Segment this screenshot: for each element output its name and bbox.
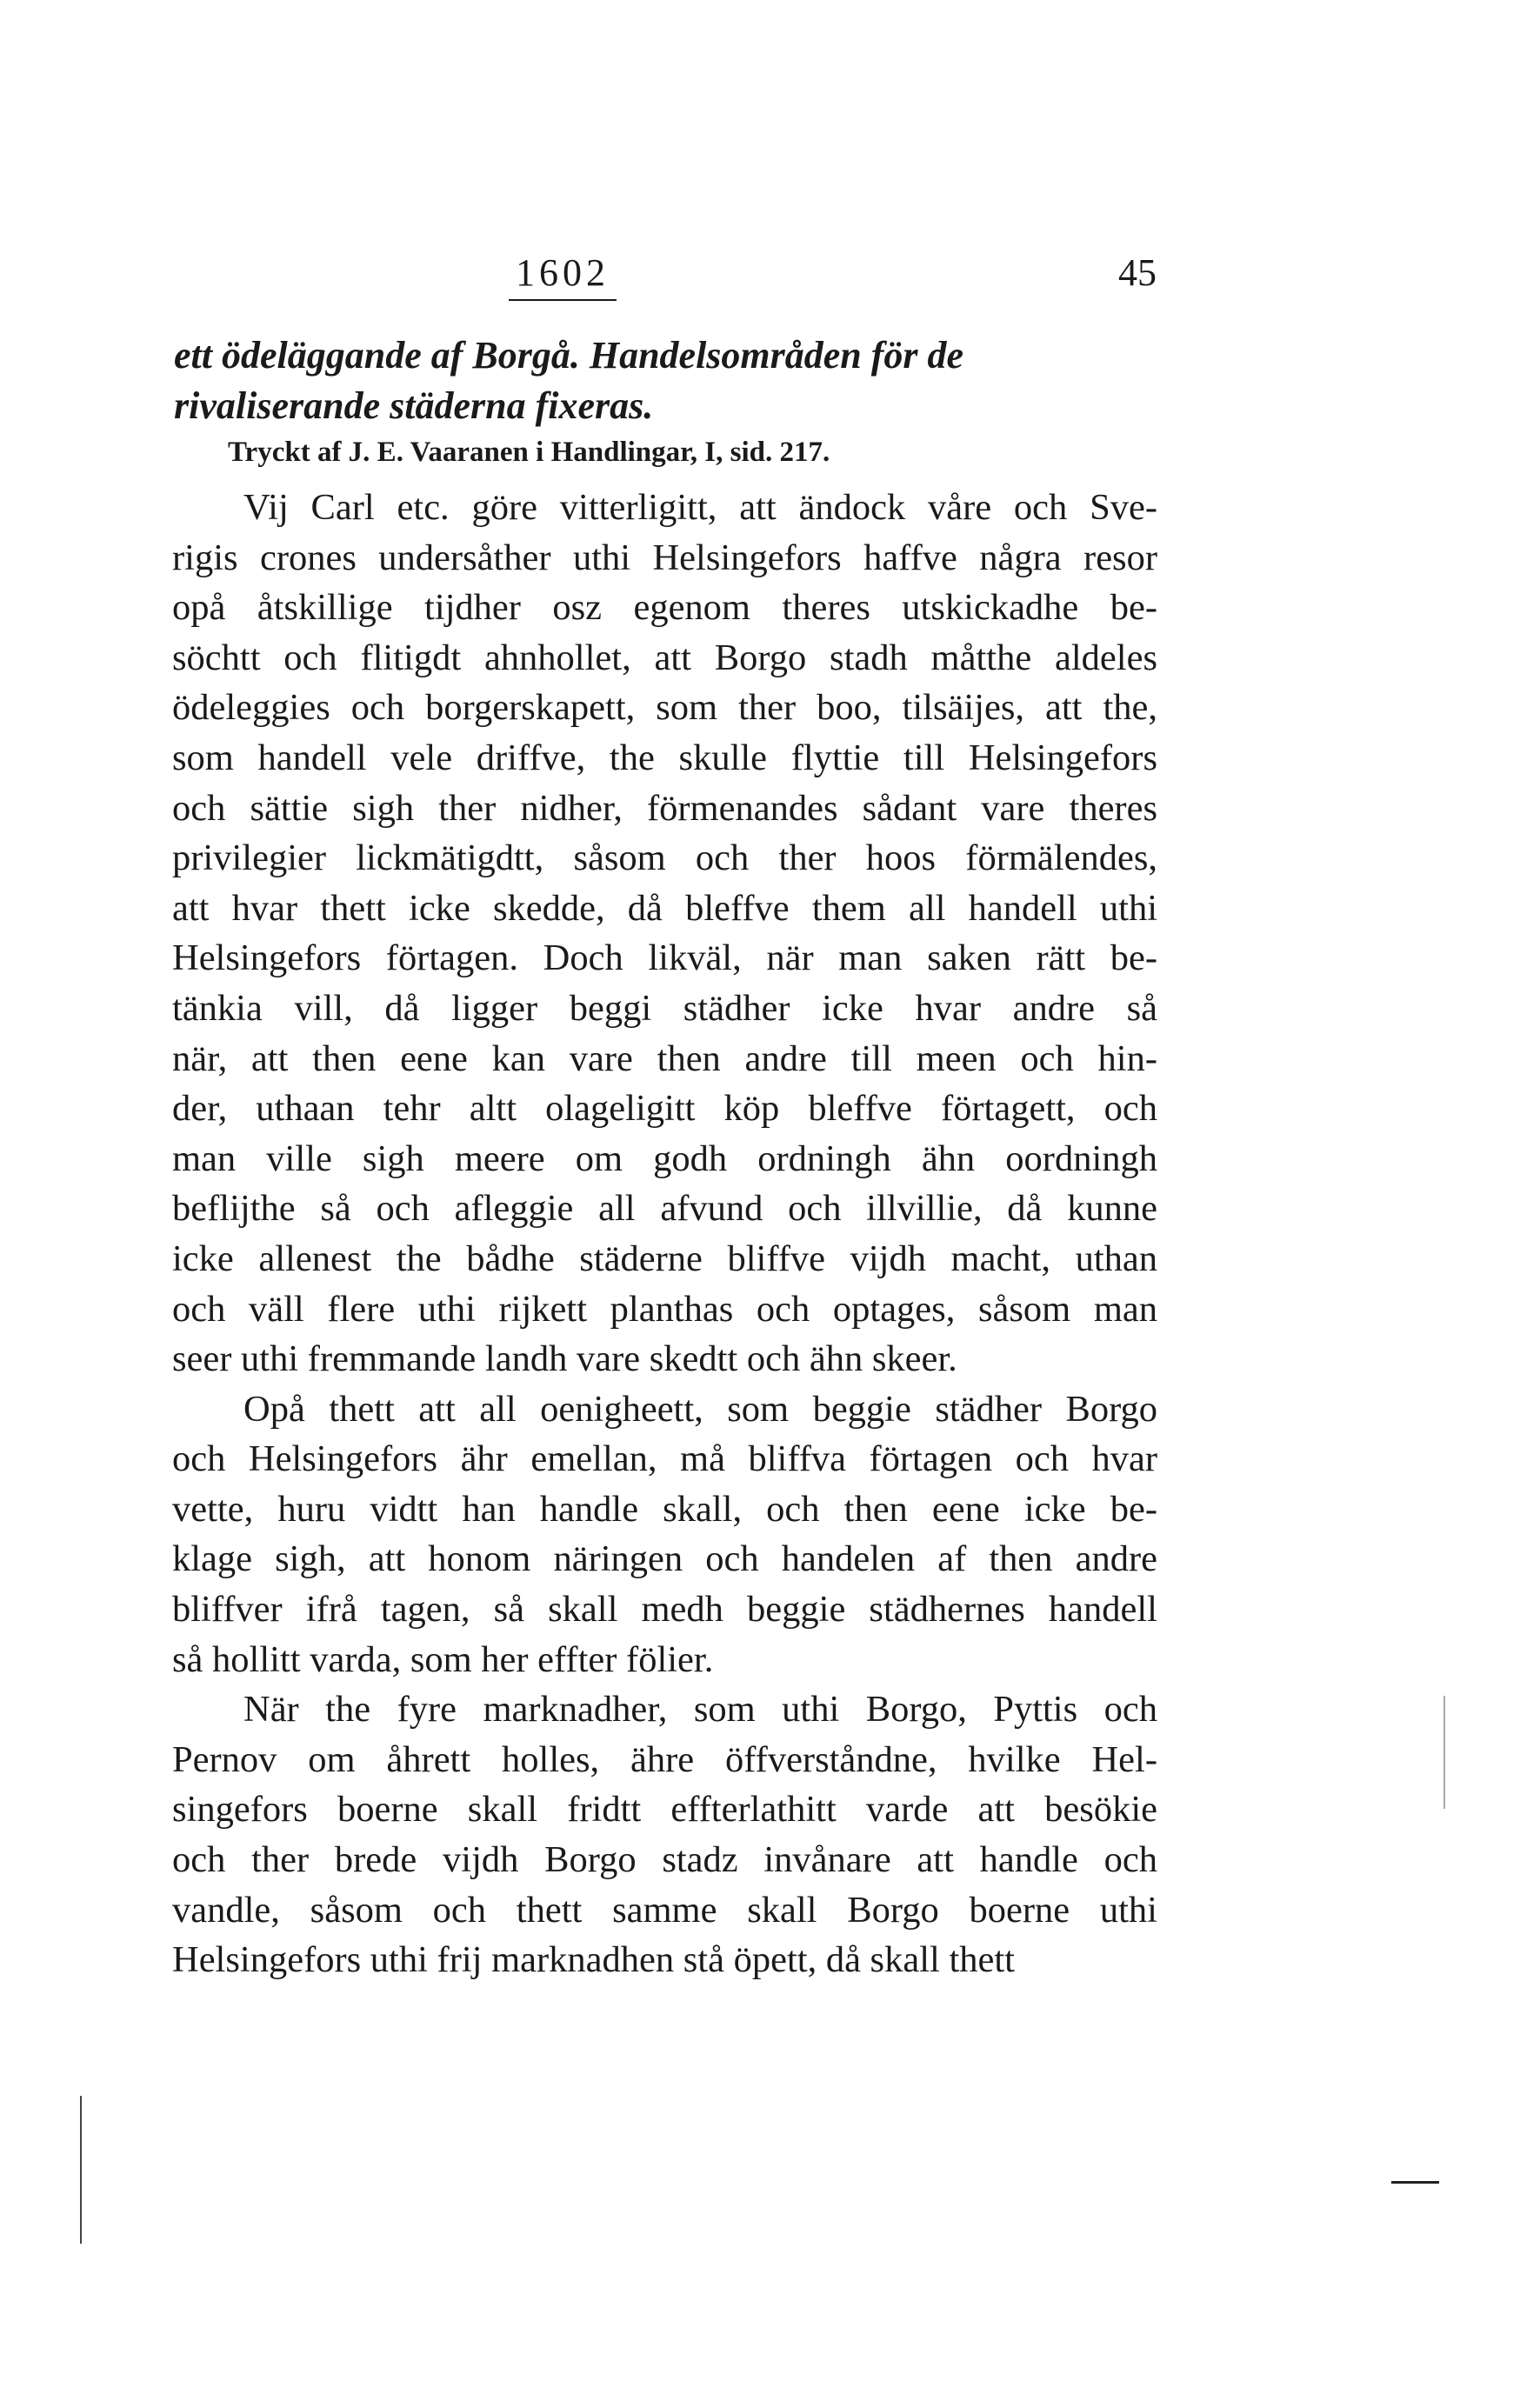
- text-line: som handell vele driffve, the skulle flyttie till Helsingefors: [172, 737, 1157, 778]
- text-line: ödeleggies och borgerskapett, som ther boo, tilsäijes, att the,: [172, 687, 1157, 729]
- text-line: vette, huru vidtt han handle skall, och then eene icke be-: [172, 1488, 1157, 1530]
- body-text: [172, 483, 1157, 1985]
- title-line-2: rivaliserande städerna fixeras.: [174, 384, 654, 427]
- scan-mark-left: [80, 2096, 82, 2244]
- text-line: Opå thett att all oenigheett, som beggie städher Borgo: [243, 1388, 1157, 1430]
- document-title: [174, 330, 1157, 431]
- text-line: Helsingefors uthi frij marknadhen stå öpett, då skall thett: [172, 1939, 1015, 1981]
- text-line: och väll flere uthi rijkett planthas och optages, såsom man: [172, 1288, 1157, 1330]
- scan-dash: [1391, 2181, 1439, 2184]
- text-line: bliffver ifrå tagen, så skall medh beggie städhernes handell: [172, 1589, 1157, 1631]
- text-line: vandle, såsom och thett samme skall Borgo boerne uthi: [172, 1889, 1157, 1931]
- text-line: och sättie sigh ther nidher, förmenandes sådant vare theres: [172, 787, 1157, 829]
- text-line: privilegier lickmätigdtt, såsom och ther hoos förmälendes,: [172, 837, 1157, 879]
- text-line: så hollitt varda, som her effter fölier.: [172, 1638, 714, 1680]
- text-line: singefors boerne skall fridtt effterlathitt varde att besökie: [172, 1789, 1157, 1831]
- text-line: icke allenest the bådhe städerne bliffve vijdh macht, uthan: [172, 1237, 1157, 1279]
- text-line: seer uthi fremmande landh vare skedtt och ähn skeer.: [172, 1338, 957, 1380]
- text-line: rigis crones undersåther uthi Helsingefors haffve några resor: [172, 537, 1157, 578]
- text-line: söchtt och flitigdt ahnhollet, att Borgo stadh måtthe aldeles: [172, 637, 1157, 678]
- text-line: och Helsingefors ähr emellan, må bliffva förtagen och hvar: [172, 1438, 1157, 1480]
- text-line: och ther brede vijdh Borgo stadz invånare att handle och: [172, 1839, 1157, 1881]
- scan-mark-right: [1443, 1696, 1445, 1809]
- text-line: tänkia vill, då ligger beggi städher icke hvar andre så: [172, 987, 1157, 1029]
- text-line: opå åtskillige tijdher osz egenom theres utskickadhe be-: [172, 587, 1157, 629]
- running-header: [174, 252, 1157, 304]
- page-number: 45: [1118, 251, 1157, 294]
- text-line: när, att then eene kan vare then andre till meen och hin-: [172, 1037, 1157, 1079]
- source-citation: Tryckt af J. E. Vaaranen i Handlingar, I, sid. 217.: [228, 437, 830, 468]
- text-line: der, uthaan tehr altt olageligitt köp bleffve förtagett, och: [172, 1088, 1157, 1130]
- text-line: Vij Carl etc. göre vitterligitt, att ändock våre och Sve-: [243, 487, 1157, 528]
- text-line: att hvar thett icke skedde, då bleffve them all handell uthi: [172, 887, 1157, 929]
- text-line: beflijthe så och afleggie all afvund och illvillie, då kunne: [172, 1188, 1157, 1230]
- text-line: När the fyre marknadher, som uthi Borgo, Pyttis och: [243, 1689, 1157, 1731]
- year-heading: 1602: [509, 252, 617, 301]
- text-line: man ville sigh meere om godh ordningh ähn oordningh: [172, 1137, 1157, 1179]
- text-line: Helsingefors förtagen. Doch likväl, när man saken rätt be-: [172, 937, 1157, 979]
- title-line-1: ett ödeläggande af Borgå. Handelsområden för de: [174, 334, 964, 377]
- text-line: Pernov om åhrett holles, ähre öffverståndne, hvilke Hel-: [172, 1738, 1157, 1780]
- text-line: klage sigh, att honom näringen och handelen af then andre: [172, 1538, 1157, 1580]
